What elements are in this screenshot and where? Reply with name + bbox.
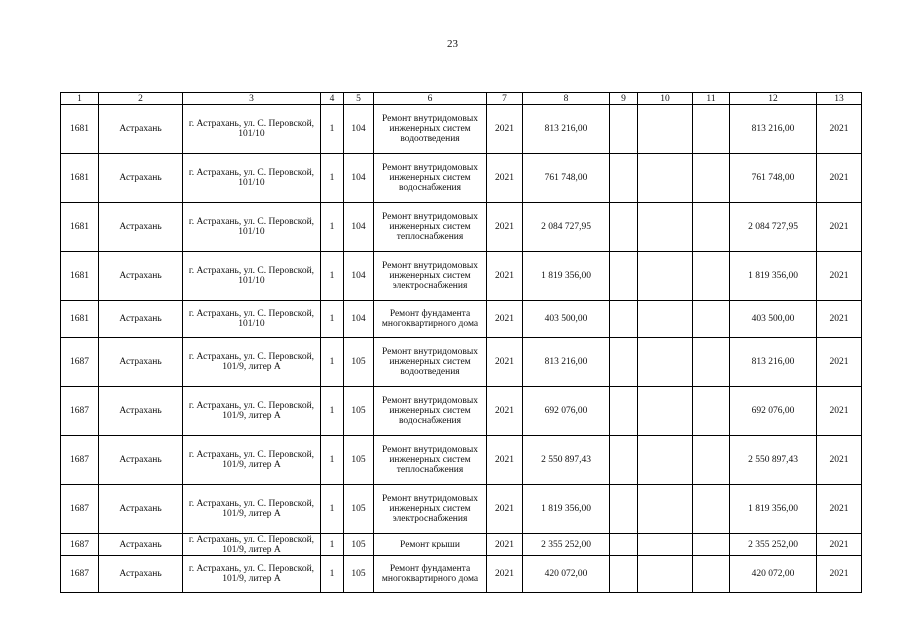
page-number: 23	[447, 38, 458, 50]
cost-cell: 403 500,00	[523, 301, 610, 338]
municipality-cell: Астрахань	[99, 436, 183, 485]
col10-cell	[638, 534, 693, 556]
total-cost-cell: 1 819 356,00	[730, 252, 817, 301]
work-type-cell: Ремонт внутридомовых инженерных систем водоснабжения	[374, 387, 487, 436]
col9-cell	[610, 485, 638, 534]
total-cost-cell: 420 072,00	[730, 556, 817, 593]
table-row	[61, 338, 862, 387]
work-type-cell: Ремонт внутридомовых инженерных систем водоотведения	[374, 105, 487, 154]
column-header: 3	[183, 93, 321, 105]
col4-cell: 1	[321, 534, 344, 556]
total-cost-cell: 2 084 727,95	[730, 203, 817, 252]
column-header: 7	[487, 93, 523, 105]
row-id-cell: 1687	[61, 485, 99, 534]
total-cost-cell: 813 216,00	[730, 105, 817, 154]
col9-cell	[610, 556, 638, 593]
column-header: 4	[321, 93, 344, 105]
col4-cell: 1	[321, 203, 344, 252]
work-type-cell: Ремонт фундамента многоквартирного дома	[374, 301, 487, 338]
table-row	[61, 436, 862, 485]
col4-cell: 1	[321, 485, 344, 534]
col11-cell	[693, 436, 730, 485]
end-year-cell: 2021	[817, 556, 862, 593]
year-cell: 2021	[487, 252, 523, 301]
col4-cell: 1	[321, 387, 344, 436]
col10-cell	[638, 301, 693, 338]
col5-cell: 105	[344, 338, 374, 387]
work-type-cell: Ремонт внутридомовых инженерных систем электроснабжения	[374, 485, 487, 534]
table-row	[61, 105, 862, 154]
end-year-cell: 2021	[817, 252, 862, 301]
table-row	[61, 556, 862, 593]
cost-cell: 2 550 897,43	[523, 436, 610, 485]
col4-cell: 1	[321, 105, 344, 154]
col10-cell	[638, 105, 693, 154]
year-cell: 2021	[487, 301, 523, 338]
municipality-cell: Астрахань	[99, 301, 183, 338]
column-header: 1	[61, 93, 99, 105]
col5-cell: 104	[344, 301, 374, 338]
municipality-cell: Астрахань	[99, 556, 183, 593]
municipality-cell: Астрахань	[99, 338, 183, 387]
col9-cell	[610, 534, 638, 556]
cost-cell: 761 748,00	[523, 154, 610, 203]
year-cell: 2021	[487, 534, 523, 556]
address-cell: г. Астрахань, ул. С. Перовской, 101/10	[183, 105, 321, 154]
year-cell: 2021	[487, 154, 523, 203]
col5-cell: 105	[344, 534, 374, 556]
municipality-cell: Астрахань	[99, 485, 183, 534]
total-cost-cell: 2 550 897,43	[730, 436, 817, 485]
work-type-cell: Ремонт крыши	[374, 534, 487, 556]
column-header: 9	[610, 93, 638, 105]
col5-cell: 104	[344, 154, 374, 203]
row-id-cell: 1681	[61, 203, 99, 252]
address-cell: г. Астрахань, ул. С. Перовской, 101/9, литер А	[183, 387, 321, 436]
row-id-cell: 1681	[61, 105, 99, 154]
col11-cell	[693, 301, 730, 338]
address-cell: г. Астрахань, ул. С. Перовской, 101/10	[183, 154, 321, 203]
year-cell: 2021	[487, 203, 523, 252]
table-row	[61, 252, 862, 301]
col9-cell	[610, 387, 638, 436]
cost-cell: 2 355 252,00	[523, 534, 610, 556]
table-body	[61, 105, 862, 593]
cost-cell: 813 216,00	[523, 338, 610, 387]
column-header: 8	[523, 93, 610, 105]
end-year-cell: 2021	[817, 485, 862, 534]
column-header: 2	[99, 93, 183, 105]
col11-cell	[693, 485, 730, 534]
col5-cell: 104	[344, 252, 374, 301]
row-id-cell: 1681	[61, 252, 99, 301]
col4-cell: 1	[321, 252, 344, 301]
col5-cell: 104	[344, 203, 374, 252]
municipality-cell: Астрахань	[99, 154, 183, 203]
col11-cell	[693, 387, 730, 436]
work-type-cell: Ремонт фундамента многоквартирного дома	[374, 556, 487, 593]
row-id-cell: 1687	[61, 556, 99, 593]
col10-cell	[638, 387, 693, 436]
col9-cell	[610, 203, 638, 252]
municipality-cell: Астрахань	[99, 387, 183, 436]
col4-cell: 1	[321, 301, 344, 338]
col9-cell	[610, 338, 638, 387]
cost-cell: 692 076,00	[523, 387, 610, 436]
table-row	[61, 534, 862, 556]
total-cost-cell: 813 216,00	[730, 338, 817, 387]
col10-cell	[638, 203, 693, 252]
address-cell: г. Астрахань, ул. С. Перовской, 101/10	[183, 252, 321, 301]
table-row	[61, 154, 862, 203]
col11-cell	[693, 154, 730, 203]
col10-cell	[638, 338, 693, 387]
col9-cell	[610, 252, 638, 301]
year-cell: 2021	[487, 105, 523, 154]
work-type-cell: Ремонт внутридомовых инженерных систем теплоснабжения	[374, 436, 487, 485]
col9-cell	[610, 154, 638, 203]
end-year-cell: 2021	[817, 203, 862, 252]
municipality-cell: Астрахань	[99, 252, 183, 301]
row-id-cell: 1687	[61, 534, 99, 556]
address-cell: г. Астрахань, ул. С. Перовской, 101/9, литер А	[183, 556, 321, 593]
end-year-cell: 2021	[817, 301, 862, 338]
col9-cell	[610, 436, 638, 485]
work-type-cell: Ремонт внутридомовых инженерных систем водоотведения	[374, 338, 487, 387]
work-type-cell: Ремонт внутридомовых инженерных систем теплоснабжения	[374, 203, 487, 252]
col11-cell	[693, 556, 730, 593]
cost-cell: 420 072,00	[523, 556, 610, 593]
year-cell: 2021	[487, 338, 523, 387]
municipality-cell: Астрахань	[99, 105, 183, 154]
col5-cell: 104	[344, 105, 374, 154]
table-row	[61, 485, 862, 534]
col5-cell: 105	[344, 387, 374, 436]
row-id-cell: 1687	[61, 387, 99, 436]
col5-cell: 105	[344, 436, 374, 485]
column-header: 11	[693, 93, 730, 105]
col11-cell	[693, 338, 730, 387]
col4-cell: 1	[321, 556, 344, 593]
col5-cell: 105	[344, 485, 374, 534]
address-cell: г. Астрахань, ул. С. Перовской, 101/10	[183, 301, 321, 338]
col10-cell	[638, 556, 693, 593]
row-id-cell: 1687	[61, 338, 99, 387]
col11-cell	[693, 105, 730, 154]
end-year-cell: 2021	[817, 105, 862, 154]
end-year-cell: 2021	[817, 154, 862, 203]
total-cost-cell: 403 500,00	[730, 301, 817, 338]
work-type-cell: Ремонт внутридомовых инженерных систем водоснабжения	[374, 154, 487, 203]
column-header: 12	[730, 93, 817, 105]
col5-cell: 105	[344, 556, 374, 593]
col11-cell	[693, 534, 730, 556]
capital-repair-table	[60, 92, 862, 593]
address-cell: г. Астрахань, ул. С. Перовской, 101/9, литер А	[183, 338, 321, 387]
cost-cell: 813 216,00	[523, 105, 610, 154]
col4-cell: 1	[321, 436, 344, 485]
col10-cell	[638, 485, 693, 534]
col9-cell	[610, 105, 638, 154]
municipality-cell: Астрахань	[99, 203, 183, 252]
address-cell: г. Астрахань, ул. С. Перовской, 101/9, литер А	[183, 485, 321, 534]
total-cost-cell: 692 076,00	[730, 387, 817, 436]
col11-cell	[693, 203, 730, 252]
col10-cell	[638, 436, 693, 485]
end-year-cell: 2021	[817, 338, 862, 387]
column-header: 10	[638, 93, 693, 105]
col9-cell	[610, 301, 638, 338]
col10-cell	[638, 252, 693, 301]
end-year-cell: 2021	[817, 534, 862, 556]
address-cell: г. Астрахань, ул. С. Перовской, 101/10	[183, 203, 321, 252]
end-year-cell: 2021	[817, 387, 862, 436]
total-cost-cell: 2 355 252,00	[730, 534, 817, 556]
cost-cell: 2 084 727,95	[523, 203, 610, 252]
address-cell: г. Астрахань, ул. С. Перовской, 101/9, литер А	[183, 534, 321, 556]
column-header: 13	[817, 93, 862, 105]
municipality-cell: Астрахань	[99, 534, 183, 556]
col4-cell: 1	[321, 338, 344, 387]
table-row	[61, 203, 862, 252]
year-cell: 2021	[487, 556, 523, 593]
col4-cell: 1	[321, 154, 344, 203]
end-year-cell: 2021	[817, 436, 862, 485]
total-cost-cell: 1 819 356,00	[730, 485, 817, 534]
row-id-cell: 1681	[61, 301, 99, 338]
column-number-header-row	[61, 93, 862, 105]
column-header: 6	[374, 93, 487, 105]
total-cost-cell: 761 748,00	[730, 154, 817, 203]
row-id-cell: 1681	[61, 154, 99, 203]
col11-cell	[693, 252, 730, 301]
col10-cell	[638, 154, 693, 203]
year-cell: 2021	[487, 436, 523, 485]
table-row	[61, 387, 862, 436]
row-id-cell: 1687	[61, 436, 99, 485]
year-cell: 2021	[487, 485, 523, 534]
column-header: 5	[344, 93, 374, 105]
cost-cell: 1 819 356,00	[523, 252, 610, 301]
year-cell: 2021	[487, 387, 523, 436]
address-cell: г. Астрахань, ул. С. Перовской, 101/9, литер А	[183, 436, 321, 485]
cost-cell: 1 819 356,00	[523, 485, 610, 534]
table-row	[61, 301, 862, 338]
work-type-cell: Ремонт внутридомовых инженерных систем электроснабжения	[374, 252, 487, 301]
